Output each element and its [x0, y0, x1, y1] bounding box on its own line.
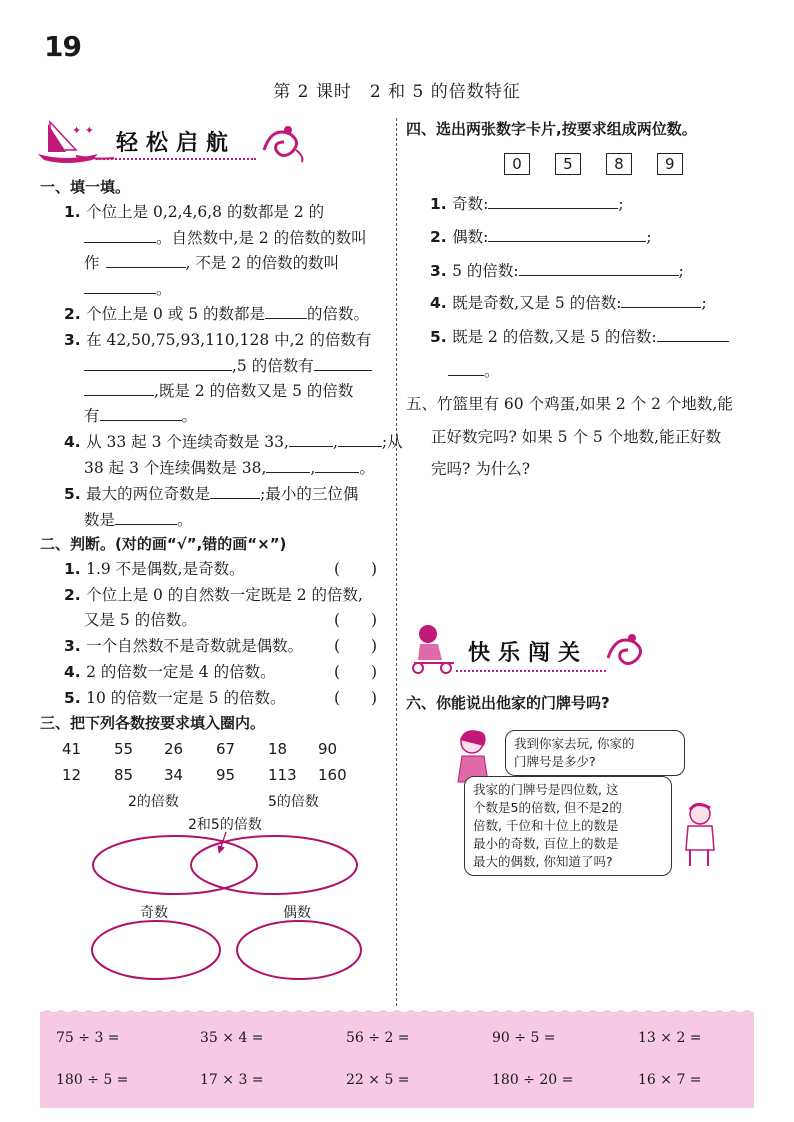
bubble-line: 我到你家去玩, 你家的 — [514, 736, 635, 751]
section2-heading: 二、判断。(对的画“√”,错的画“×”) — [40, 535, 287, 553]
banner-right-text: 快乐闯关 — [468, 640, 589, 666]
grid-number: 55 — [114, 740, 134, 758]
q3-text-b: ,5 的倍数有 — [232, 357, 314, 375]
calc-item: 17 × 3 = — [200, 1072, 264, 1088]
answer-paren[interactable]: ( ) — [334, 637, 378, 655]
q-number: 5. — [430, 328, 453, 346]
s5-line2: 正好数完吗? 如果 5 个 5 个地数,能正好数 — [431, 428, 722, 446]
calc-item: 180 ÷ 5 = — [56, 1072, 129, 1088]
q5-text-a: 最大的两位奇数是 — [86, 485, 211, 503]
calc-item: 56 ÷ 2 = — [346, 1030, 410, 1046]
circle-multiple-of-5[interactable] — [191, 836, 357, 894]
q1-text-e: 。 — [156, 280, 172, 298]
judge-text: 一个自然数不是奇数就是偶数。 — [86, 637, 304, 655]
blank[interactable] — [84, 355, 232, 371]
section6-heading: 六、你能说出他家的门牌号吗? — [406, 694, 610, 712]
blank[interactable] — [84, 380, 154, 396]
q-number: 4. — [64, 433, 87, 451]
blank[interactable] — [289, 431, 333, 447]
q-number: 3. — [64, 637, 87, 655]
section1-heading: 一、填一填。 — [40, 178, 131, 196]
q5-text-c: 数是 — [84, 511, 116, 529]
s4-text: 既是奇数,又是 5 的倍数: — [452, 294, 622, 312]
blank[interactable] — [106, 252, 186, 268]
number-card[interactable]: 9 — [657, 153, 683, 175]
column-divider — [396, 118, 397, 1006]
q-number: 3. — [64, 331, 87, 349]
q-number: 2. — [430, 228, 453, 246]
q3-text-a: 在 42,50,75,93,110,128 中,2 的倍数有 — [86, 331, 372, 349]
q5-line1 — [64, 483, 358, 505]
q4-text-c: ;从 — [381, 433, 403, 451]
calc-item: 180 ÷ 20 = — [492, 1072, 574, 1088]
blank[interactable] — [265, 303, 307, 319]
q3-line4 — [84, 405, 197, 427]
grid-number: 160 — [318, 766, 347, 784]
blank[interactable] — [519, 260, 679, 276]
semicolon: ; — [678, 262, 684, 280]
banner-qingsong — [36, 116, 306, 166]
bubble-line: 我家的门牌号是四位数, 这 — [473, 782, 619, 797]
blank[interactable] — [84, 227, 156, 243]
kid-on-scooter-icon — [406, 622, 462, 674]
blank[interactable] — [315, 457, 359, 473]
s4-text: 既是 2 的倍数,又是 5 的倍数: — [452, 328, 657, 346]
bubble-line: 门牌号是多少? — [514, 754, 596, 769]
judge-text: 1.9 不是偶数,是奇数。 — [86, 560, 245, 578]
grid-number: 26 — [164, 740, 184, 758]
judge-item-2-cont: 又是 5 的倍数。 — [84, 611, 197, 629]
speech-bubble-girl — [505, 730, 685, 776]
grid-number: 34 — [164, 766, 184, 784]
q1-line3 — [84, 252, 339, 274]
number-card[interactable]: 8 — [606, 153, 632, 175]
s4-text: 偶数: — [452, 228, 489, 246]
period: 。 — [484, 362, 500, 380]
bubble-line: 倍数, 千位和十位上的数是 — [473, 818, 619, 833]
label-odd: 奇数 — [140, 905, 168, 921]
blank[interactable] — [115, 509, 177, 525]
q-number: 5. — [64, 485, 87, 503]
q5-text-b: ;最小的三位偶 — [260, 485, 359, 503]
q4-line1 — [64, 431, 403, 453]
calc-item: 22 × 5 = — [346, 1072, 410, 1088]
q-number: 2. — [64, 586, 87, 604]
judge-item-4 — [64, 661, 276, 683]
blank[interactable] — [488, 193, 618, 209]
blank[interactable] — [621, 292, 701, 308]
s4-item-2 — [430, 226, 652, 248]
semicolon: ; — [618, 195, 624, 213]
s4-item-3 — [430, 260, 684, 282]
label-multiple-of-2: 2的倍数 — [128, 794, 179, 810]
calc-item: 13 × 2 = — [638, 1030, 702, 1046]
q1-line2 — [84, 227, 367, 249]
s5-line1: 五、竹篮里有 60 个鸡蛋,如果 2 个 2 个地数,能 — [406, 395, 733, 413]
q1-text-c: 作 — [84, 254, 100, 272]
judge-text: 2 的倍数一定是 4 的倍数。 — [86, 663, 276, 681]
grid-number: 67 — [216, 740, 236, 758]
s4-item-5-cont — [448, 360, 500, 382]
q4-text-a: 从 33 起 3 个连续奇数是 33, — [86, 433, 289, 451]
calc-item: 35 × 4 = — [200, 1030, 264, 1046]
q3-line3 — [84, 380, 353, 402]
answer-paren[interactable]: ( ) — [334, 560, 378, 578]
q5-text-d: 。 — [177, 511, 193, 529]
grid-number: 41 — [62, 740, 82, 758]
judge-text: 10 的倍数一定是 5 的倍数。 — [86, 689, 286, 707]
q3-text-e: 。 — [181, 407, 198, 425]
number-cards — [504, 153, 683, 175]
lesson-title: 第 2 课时 2 和 5 的倍数特征 — [273, 82, 521, 102]
label-even: 偶数 — [283, 905, 311, 921]
number-card[interactable]: 5 — [555, 153, 581, 175]
section3-heading: 三、把下列各数按要求填入圈内。 — [40, 714, 266, 732]
svg-text:✦ ✦: ✦ ✦ — [72, 124, 94, 137]
q4-line2 — [84, 457, 375, 479]
grid-number: 95 — [216, 766, 236, 784]
q-number: 4. — [430, 294, 453, 312]
page-number: 19 — [44, 30, 81, 63]
bubble-line: 最大的偶数, 你知道了吗? — [473, 854, 613, 869]
q4-text-b: , — [332, 433, 338, 451]
s4-item-1 — [430, 193, 624, 215]
circle-even[interactable] — [237, 921, 361, 979]
q2-text-b: 的倍数。 — [307, 305, 370, 323]
circle-odd[interactable] — [92, 921, 220, 979]
banner-underline — [456, 670, 606, 672]
grid-number: 113 — [268, 766, 297, 784]
q2-line — [64, 303, 369, 325]
blank[interactable] — [210, 483, 260, 499]
q4-text-e: , — [310, 459, 316, 477]
judge-item-1 — [64, 558, 245, 580]
judge-item-5 — [64, 687, 285, 709]
blank[interactable] — [338, 431, 382, 447]
banner-kuaile — [406, 622, 676, 672]
speech-bubble-boy — [464, 776, 672, 876]
blank[interactable] — [100, 405, 182, 421]
s4-item-4 — [430, 292, 707, 314]
s5-line3: 完吗? 为什么? — [431, 460, 531, 478]
mental-math-strip — [40, 1012, 754, 1108]
semicolon: ; — [701, 294, 707, 312]
q3-text-d: 有 — [84, 407, 100, 425]
q5-line2 — [84, 509, 193, 531]
q1-line4 — [84, 278, 172, 300]
q3-text-c: ,既是 2 的倍数又是 5 的倍数 — [154, 382, 354, 400]
calc-item: 75 ÷ 3 = — [56, 1030, 120, 1046]
grid-number: 12 — [62, 766, 82, 784]
answer-paren[interactable]: ( ) — [334, 689, 378, 707]
q-number: 2. — [64, 305, 87, 323]
banner-left-text: 轻松启航 — [116, 130, 237, 156]
grid-number: 90 — [318, 740, 338, 758]
blank[interactable] — [488, 226, 646, 242]
blank[interactable] — [84, 278, 156, 294]
answer-paren[interactable]: ( ) — [334, 663, 378, 681]
q1-text-d: , 不是 2 的倍数的数叫 — [185, 254, 340, 272]
q1-text-a: 个位上是 0,2,4,6,8 的数都是 2 的 — [86, 203, 325, 221]
q-number: 5. — [64, 689, 87, 707]
label-multiple-of-5: 5的倍数 — [268, 794, 319, 810]
label-multiple-of-2-and-5: 2和5的倍数 — [188, 817, 262, 833]
answer-paren[interactable]: ( ) — [334, 611, 378, 629]
scalloped-edge — [40, 1006, 754, 1014]
q1-text-b: 。自然数中,是 2 的倍数的数叫 — [156, 229, 367, 247]
bubble-line: 最小的奇数, 百位上的数是 — [473, 836, 619, 851]
calc-item: 16 × 7 = — [638, 1072, 702, 1088]
dragon-swirl-icon — [602, 628, 652, 672]
s4-text: 奇数: — [452, 195, 489, 213]
calc-item: 90 ÷ 5 = — [492, 1030, 556, 1046]
q4-text-d: 38 起 3 个连续偶数是 38, — [84, 459, 267, 477]
judge-item-2 — [64, 584, 363, 606]
q-number: 3. — [430, 262, 453, 280]
q3-line1 — [64, 329, 371, 351]
venn-diagram — [80, 820, 380, 990]
semicolon: ; — [646, 228, 652, 246]
q-number: 1. — [64, 203, 87, 221]
blank[interactable] — [266, 457, 310, 473]
q-number: 1. — [64, 560, 87, 578]
circle-multiple-of-2[interactable] — [93, 836, 257, 894]
blank[interactable] — [314, 355, 372, 371]
judge-item-3 — [64, 635, 303, 657]
q-number: 4. — [64, 663, 87, 681]
banner-underline — [96, 158, 256, 160]
grid-number: 18 — [268, 740, 288, 758]
q1-line1 — [64, 201, 324, 223]
q3-line2 — [84, 355, 372, 377]
number-card[interactable]: 0 — [504, 153, 530, 175]
section4-heading: 四、选出两张数字卡片,按要求组成两位数。 — [406, 120, 697, 138]
dragon-swirl-icon — [258, 120, 308, 164]
blank[interactable] — [448, 360, 484, 376]
boy-icon — [676, 800, 726, 870]
q2-text-a: 个位上是 0 或 5 的数都是 — [86, 305, 266, 323]
blank[interactable] — [657, 326, 729, 342]
q4-text-f: 。 — [359, 459, 375, 477]
judge-text: 个位上是 0 的自然数一定既是 2 的倍数, — [86, 586, 363, 604]
bubble-line: 个数是5的倍数, 但不是2的 — [473, 800, 622, 815]
grid-number: 85 — [114, 766, 134, 784]
s4-item-5 — [430, 326, 729, 348]
s4-text: 5 的倍数: — [452, 262, 519, 280]
q-number: 1. — [430, 195, 453, 213]
